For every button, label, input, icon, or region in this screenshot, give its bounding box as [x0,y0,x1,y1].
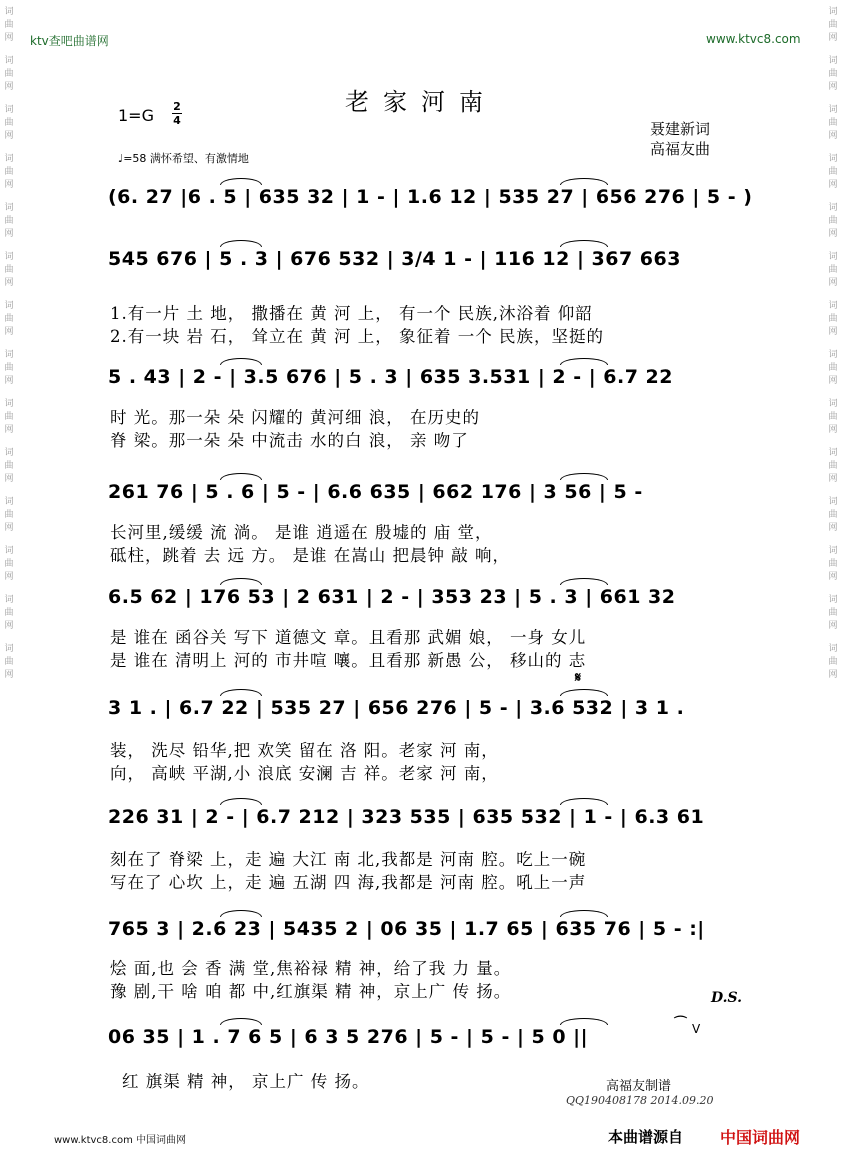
watermark-char: 曲 [828,559,838,569]
lyric-line: 装， 洗尽 铅华,把 欢笑 留在 洛 阳。老家 河 南， [110,741,499,760]
watermark-char: 词 [4,7,14,17]
watermark-char: 曲 [4,363,14,373]
song-title: 老家河南 [345,88,497,116]
watermark-char: 曲 [4,412,14,422]
notation-row: 5 . 43 | 2 - | 3.5 676 | 5 . 3 | 635 3.531 | 2 - | 6.7 22 [108,366,673,388]
footer-source-label: 本曲谱源自 [608,1128,684,1146]
watermark-char: 曲 [4,118,14,128]
notation-row: 06 35 | 1 . 7 6 5 | 6 3 5 276 | 5 - | 5 - | 5 0 || [108,1026,589,1048]
watermark-char: 曲 [4,461,14,471]
watermark-char: 词 [4,154,14,164]
watermark-char: 网 [828,572,838,582]
watermark-char: 词 [828,56,838,66]
watermark-char: 词 [4,546,14,556]
watermark-char: 网 [828,621,838,631]
slur-mark [220,798,262,805]
lyric-line: 写在了 心坎 上，走 遍 五湖 四 海,我都是 河南 腔。吼上一声 [110,873,587,892]
watermark-char: 网 [828,425,838,435]
watermark-char: 网 [828,229,838,239]
watermark-char: 网 [4,621,14,631]
watermark-char: 词 [4,105,14,115]
watermark-char: 词 [828,105,838,115]
watermark-char: 词 [4,350,14,360]
watermark-char: 网 [828,327,838,337]
watermark-char: 网 [828,131,838,141]
lyric-line: 豫 剧,干 啥 咱 都 中,红旗渠 精 神，京上广 传 扬。 [110,982,512,1001]
watermark-char: 曲 [828,167,838,177]
time-signature [172,100,182,127]
watermark-char: 曲 [828,216,838,226]
notation-row: 261 76 | 5 . 6 | 5 - | 6.6 635 | 662 176 | 3 56 | 5 - [108,481,643,503]
dal-segno-mark: D.S. [710,990,742,1006]
composer: 高福友曲 [650,140,711,158]
slur-mark [560,178,608,185]
notation-row: 6.5 62 | 176 53 | 2 631 | 2 - | 353 23 | 5 . 3 | 661 32 [108,586,676,608]
watermark-char: 曲 [4,69,14,79]
slur-mark [220,578,262,585]
watermark-char: 曲 [4,265,14,275]
watermark-char: 曲 [4,657,14,667]
watermark-char: 网 [4,180,14,190]
watermark-char: 网 [828,180,838,190]
slur-mark [560,798,608,805]
watermark-char: 曲 [4,559,14,569]
lyric-line: 砥柱，跳着 去 远 方。 是谁 在嵩山 把晨钟 敲 响， [110,546,510,565]
lyric-line: 向， 高峡 平湖,小 浪底 安澜 吉 祥。老家 河 南， [110,764,499,783]
watermark-char: 网 [828,474,838,484]
watermark-char: 曲 [4,167,14,177]
watermark-char: 词 [828,301,838,311]
key-signature: 1=G [118,106,154,125]
watermark-char: 网 [828,82,838,92]
notation-row: 545 676 | 5 . 3 | 676 532 | 3/4 1 - | 116 12 | 367 663 [108,248,681,270]
watermark-char: 词 [828,399,838,409]
qq-date-stamp: QQ190408178 2014.09.20 [566,1094,714,1107]
lyric-line: 是 谁在 函谷关 写下 道德文 章。且看那 武媚 娘， 一身 女儿 [110,628,587,647]
watermark-char: 曲 [828,461,838,471]
watermark-char: 曲 [4,510,14,520]
slur-mark [220,1018,262,1025]
watermark-char: 曲 [828,363,838,373]
watermark-char: 词 [828,644,838,654]
watermark-char: 网 [4,33,14,43]
watermark-char: 曲 [828,314,838,324]
watermark-char: 曲 [828,510,838,520]
watermark-char: 网 [4,327,14,337]
slur-mark [220,358,262,365]
footer-site-link[interactable]: www.ktvc8.com 中国词曲网 [54,1135,187,1146]
lyricist: 聂建新词 [650,120,711,138]
tempo-marking: ♩=58 满怀希望、有激情地 [118,152,249,165]
slur-mark [560,689,608,696]
time-bottom: 4 [173,114,181,127]
slur-mark [560,578,608,585]
watermark-char: 曲 [4,314,14,324]
watermark-char: 网 [828,376,838,386]
lyric-line: 2.有一块 岩 石， 耸立在 黄 河 上， 象征着 一个 民族，坚挺的 [110,327,604,346]
slur-mark [560,910,608,917]
watermark-char: 曲 [828,657,838,667]
lyric-line: 是 谁在 清明上 河的 市井喧 嚷。且看那 新愚 公， 移山的 志 [110,651,587,670]
watermark-char: 网 [4,131,14,141]
watermark-char: 词 [828,203,838,213]
slur-mark [220,910,262,917]
watermark-char: 曲 [4,608,14,618]
notation-row: 3 1 . | 6.7 22 | 535 27 | 656 276 | 5 - | 3.6 532 | 3 1 . [108,697,685,719]
watermark-char: 词 [4,644,14,654]
slur-mark [560,473,608,480]
watermark-char: 曲 [828,69,838,79]
slur-mark [560,240,608,247]
watermark-char: 曲 [4,216,14,226]
watermark-char: 网 [4,229,14,239]
lyric-line: 时 光。那一朵 朵 闪耀的 黄河细 浪， 在历史的 [110,408,480,427]
watermark-char: 曲 [4,20,14,30]
watermark-char: 曲 [828,412,838,422]
watermark-char: 词 [4,595,14,605]
watermark-char: 词 [4,56,14,66]
watermark-char: 词 [828,595,838,605]
slur-mark [220,178,262,185]
watermark-char: 网 [4,425,14,435]
watermark-char: 词 [828,154,838,164]
notation-row: 765 3 | 2.6 23 | 5435 2 | 06 35 | 1.7 65 | 635 76 | 5 - :| [108,918,705,940]
watermark-char: 网 [4,523,14,533]
watermark-char: 曲 [828,265,838,275]
watermark-char: 词 [4,497,14,507]
lyric-line: 1.有一片 土 地， 撒播在 黄 河 上， 有一个 民族,沐浴着 仰韶 [110,304,593,323]
lyric-line: 脊 梁。那一朵 朵 中流击 水的白 浪， 亲 吻了 [110,431,469,450]
watermark-char: 网 [4,376,14,386]
site-name-left[interactable]: ktv查吧曲谱网 [30,34,109,48]
watermark-char: 网 [4,572,14,582]
watermark-char: 网 [828,523,838,533]
watermark-char: 曲 [828,608,838,618]
lyric-line: 烩 面,也 会 香 满 堂,焦裕禄 精 神，给了我 力 量。 [110,959,512,978]
watermark-char: 词 [828,546,838,556]
watermark-char: 网 [4,82,14,92]
watermark-char: 词 [4,252,14,262]
watermark-char: 曲 [828,20,838,30]
watermark-char: 词 [4,203,14,213]
watermark-char: 词 [828,448,838,458]
slur-mark [560,1018,608,1025]
watermark-char: 网 [828,670,838,680]
breath-mark: V [692,1022,701,1036]
site-url-right[interactable]: www.ktvc8.com [706,32,801,46]
watermark-char: 词 [4,448,14,458]
footer-site-brand[interactable]: 中国词曲网 [720,1128,801,1147]
watermark-char: 词 [828,252,838,262]
slur-mark [560,358,608,365]
watermark-char: 网 [828,33,838,43]
notation-row: 226 31 | 2 - | 6.7 212 | 323 535 | 635 532 | 1 - | 6.3 61 [108,806,705,828]
watermark-char: 曲 [828,118,838,128]
slur-mark [220,240,262,247]
watermark-char: 网 [4,474,14,484]
watermark-char: 词 [828,497,838,507]
watermark-char: 网 [4,670,14,680]
lyric-line: 刻在了 脊梁 上，走 遍 大江 南 北,我都是 河南 腔。吃上一碗 [110,850,587,869]
time-top: 2 [173,100,181,113]
watermark-char: 网 [828,278,838,288]
watermark-char: 词 [828,7,838,17]
fermata-mark: ⌒ [674,1016,688,1031]
slur-mark [220,473,262,480]
watermark-char: 词 [4,301,14,311]
slur-mark [220,689,262,696]
notation-row: (6. 27 |6 . 5 | 635 32 | 1 - | 1.6 12 | 535 27 | 656 276 | 5 - ) [108,186,753,208]
watermark-char: 词 [828,350,838,360]
watermark-char: 词 [4,399,14,409]
lyric-line: 长河里,缓缓 流 淌。 是谁 逍遥在 殷墟的 庙 堂， [110,523,493,542]
segno-sign: 𝄋 [575,670,582,686]
watermark-char: 网 [4,278,14,288]
lyric-line: 红 旗渠 精 神， 京上广 传 扬。 [122,1072,370,1091]
transcriber-credit: 高福友制谱 [606,1079,672,1094]
